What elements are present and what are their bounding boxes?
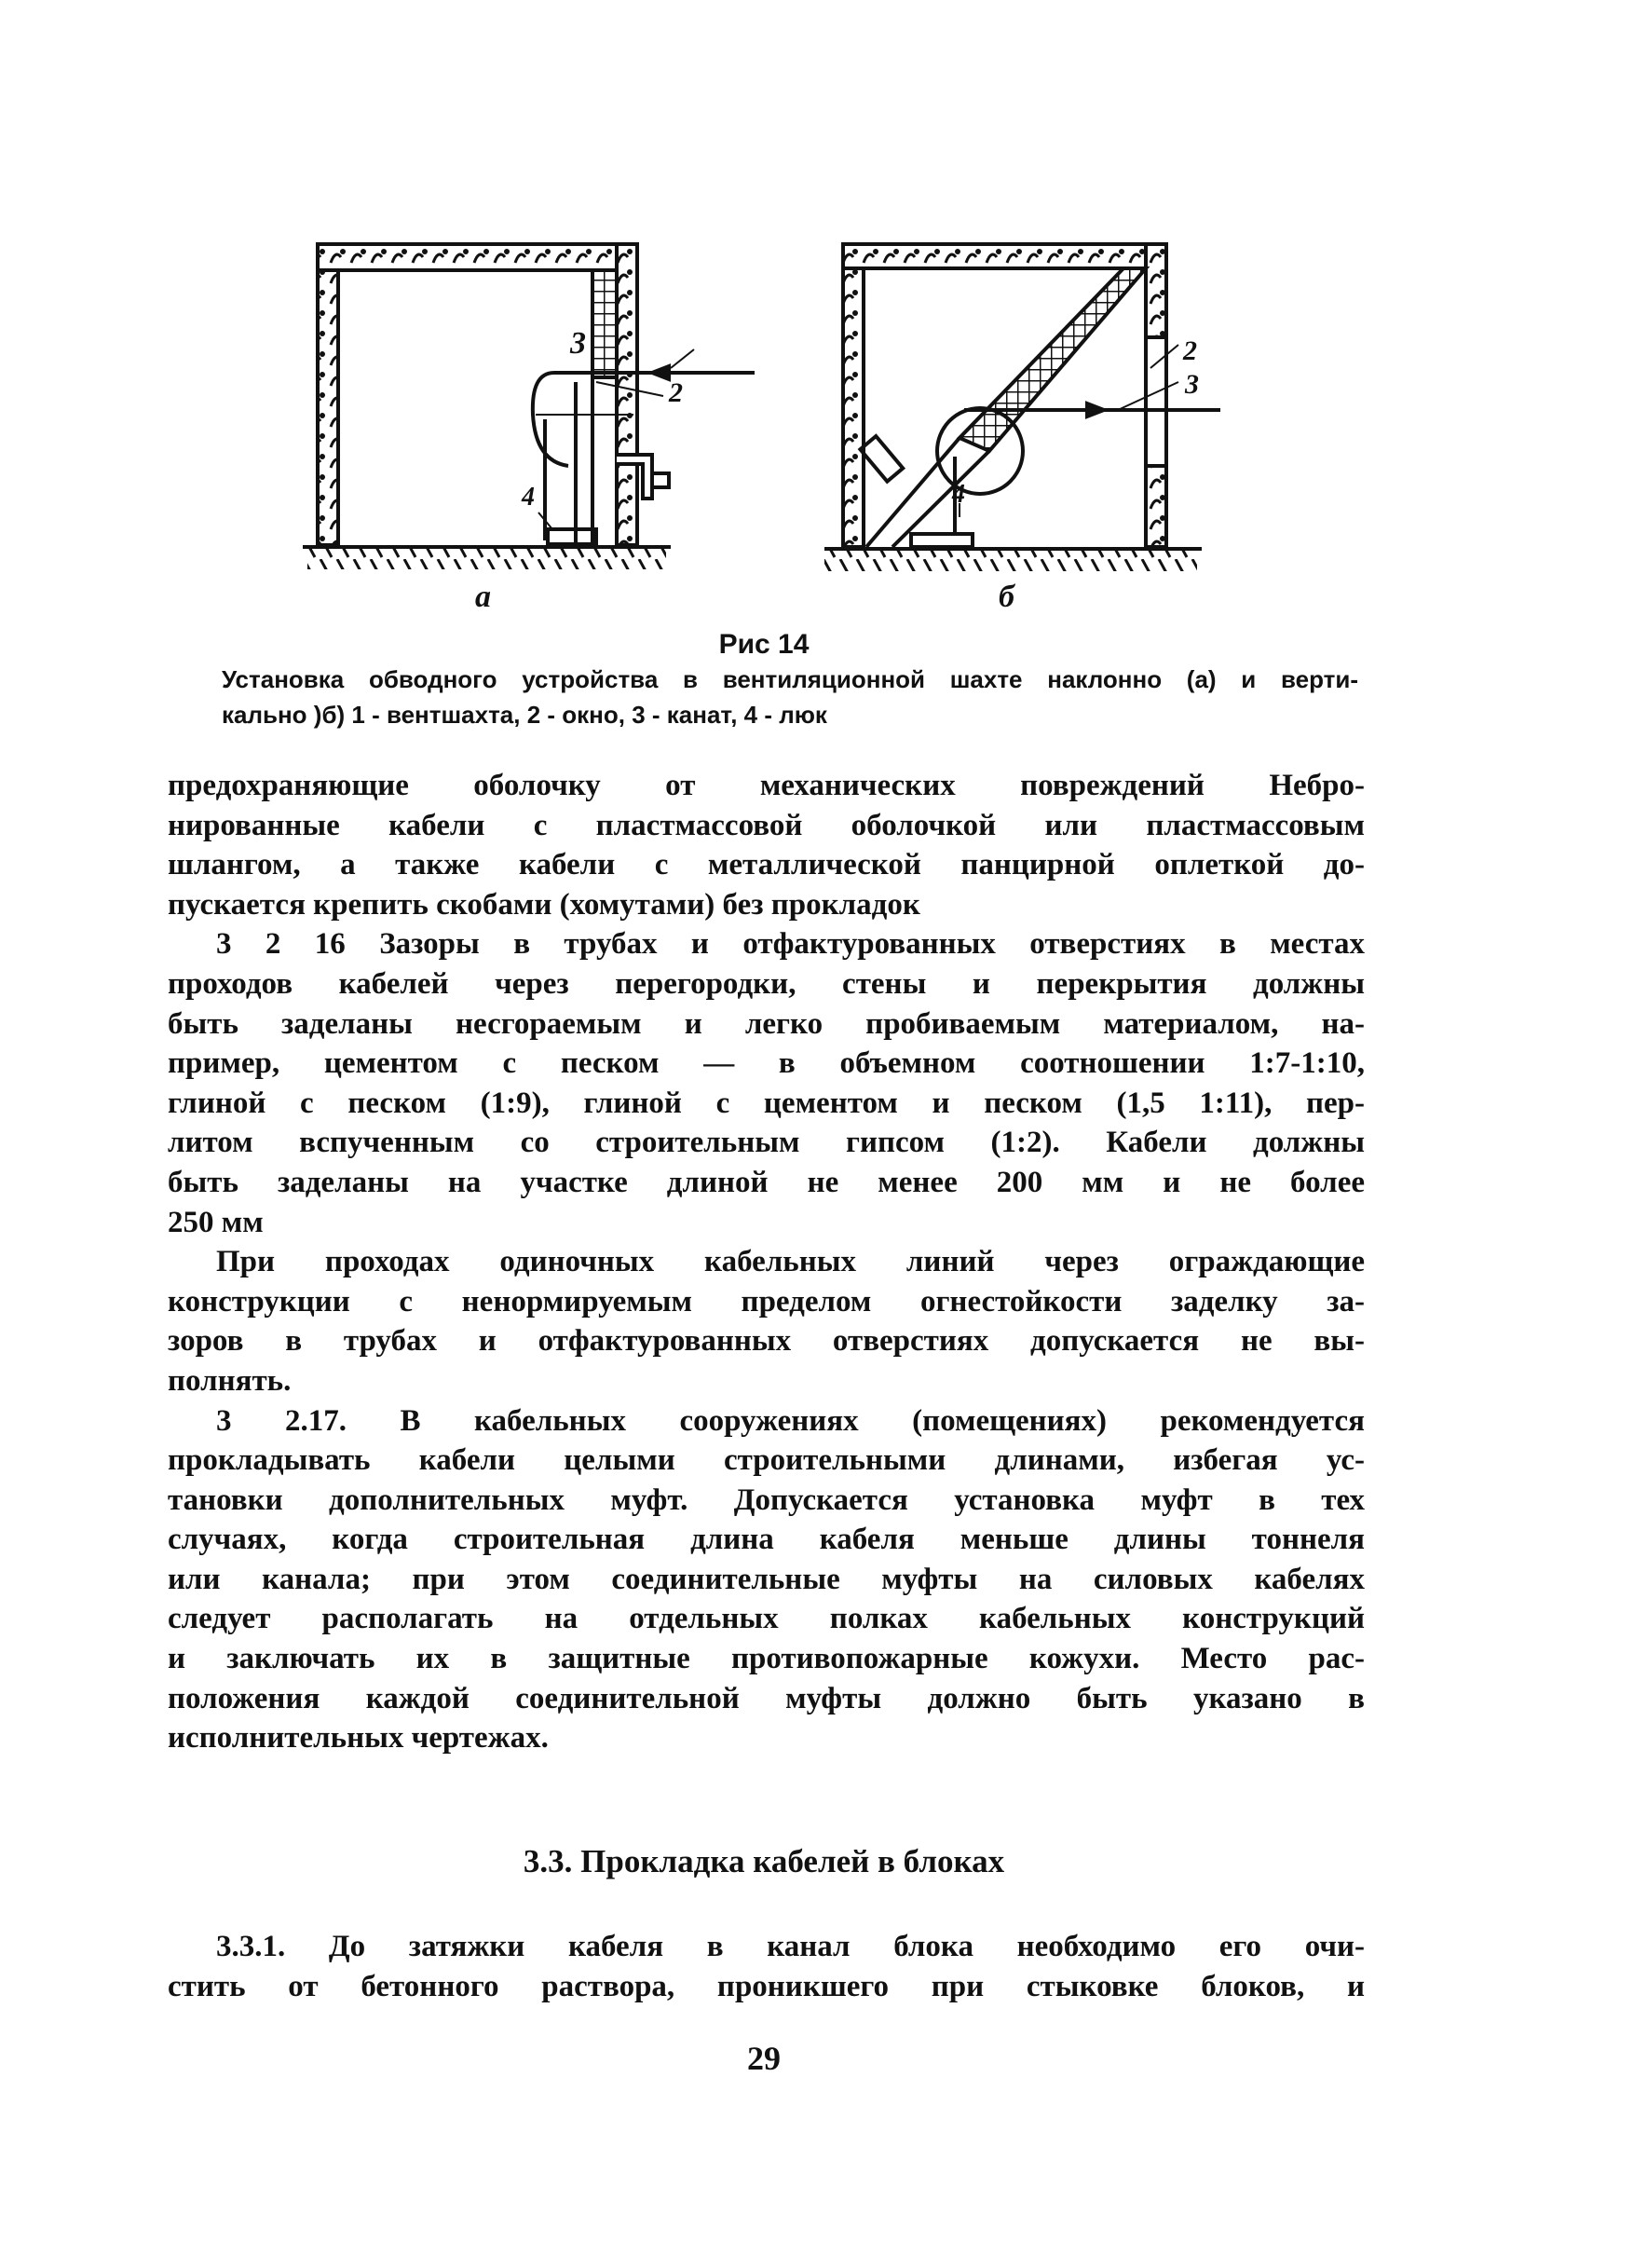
figure-caption (222, 662, 1358, 732)
figure-b (824, 244, 1220, 571)
text-line: пускается крепить скобами (хомутами) без прокладок (168, 887, 920, 922)
caption-line: кально )б) 1 - вентшахта, 2 - окно, 3 - канат, 4 - люк (222, 701, 827, 729)
text-line: проходов кабелей через перегородки, стены и перекрытия должны (168, 966, 1365, 1001)
text-line: нированные кабели с пластмассовой оболочкой или пластмассовым (168, 808, 1365, 842)
text-line: глиной с песком (1:9), глиной с цементом и песком (1,5 1:11), пер- (168, 1086, 1365, 1120)
callout-2-a: 2 (669, 377, 683, 408)
text-line: исполнительных чертежах. (168, 1721, 549, 1756)
text-line: литом вспученным со строительным гипсом (1:2). Кабели должны (168, 1126, 1365, 1160)
text-line: 3 2.17. В кабельных сооружениях (помещениях) рекомендуется (216, 1403, 1365, 1438)
text-line: 250 мм (168, 1205, 264, 1239)
text-line: При проходах одиночных кабельных линий через ограждающие (216, 1245, 1365, 1279)
text-line: 3 2 16 Зазоры в трубах и отфактурованных отверстиях в местах (216, 927, 1365, 962)
callout-2-b: 2 (1183, 335, 1197, 366)
callout-4-b: 4 (952, 480, 965, 509)
callout-3-b: 3 (1185, 369, 1199, 400)
text-line: предохраняющие оболочку от механических повреждений Небро- (168, 769, 1365, 802)
text-line: полнять. (168, 1363, 292, 1398)
text-line: следует располагать на отдельных полках кабельных конструкций (168, 1602, 1365, 1636)
section-heading: 3.3. Прокладка кабелей в блоках (523, 1843, 1005, 1879)
text-line: или канала; при этом соединительные муфты на силовых кабелях (168, 1562, 1365, 1596)
caption-line: Установка обводного устройства в вентиляционной шахте наклонно (а) и верти- (222, 665, 1358, 693)
text-line: случаях, когда строительная длина кабеля меньше длины тоннеля (168, 1523, 1365, 1557)
callout-4-a: 4 (522, 483, 535, 512)
text-line: быть заделаны несгораемым и легко пробиваемым материалом, на- (168, 1006, 1365, 1041)
subfigure-label-b: б (999, 580, 1014, 614)
text-line: и заключать их в защитные противопожарные кожухи. Место рас- (168, 1642, 1365, 1676)
subfigure-label-a: а (475, 580, 491, 614)
figure-title: Рис 14 (718, 629, 810, 660)
text-line: тановки дополнительных муфт. Допускается установка муфт в тех (168, 1482, 1365, 1517)
page-number: 29 (747, 2040, 781, 2077)
text-line: положения каждой соединительной муфты должно быть указано в (168, 1681, 1365, 1715)
text-line: прокладывать кабели целыми строительными длинами, избегая ус- (168, 1443, 1365, 1478)
text-line: пример, цементом с песком — в объемном соотношении 1:7-1:10, (168, 1046, 1365, 1081)
body-text-section-3-3 (168, 1927, 1365, 2006)
text-line: шлангом, а также кабели с металлической панцирной оплеткой до- (168, 848, 1365, 882)
text-line: стить от бетонного раствора, проникшего при стыковке блоков, и (168, 1969, 1365, 2003)
text-line: быть заделаны на участке длиной не менее 200 мм и не более (168, 1165, 1365, 1199)
callout-3-a: 3 (570, 326, 586, 361)
body-text (168, 766, 1365, 1758)
figure-a (303, 244, 755, 569)
text-line: конструкции с ненормируемым пределом огнестойкости заделку за- (168, 1284, 1365, 1318)
text-line: зоров в трубах и отфактурованных отверстиях допускается не вы- (168, 1324, 1365, 1359)
text-line: 3.3.1. До затяжки кабеля в канал блока необходимо его очи- (216, 1930, 1365, 1963)
